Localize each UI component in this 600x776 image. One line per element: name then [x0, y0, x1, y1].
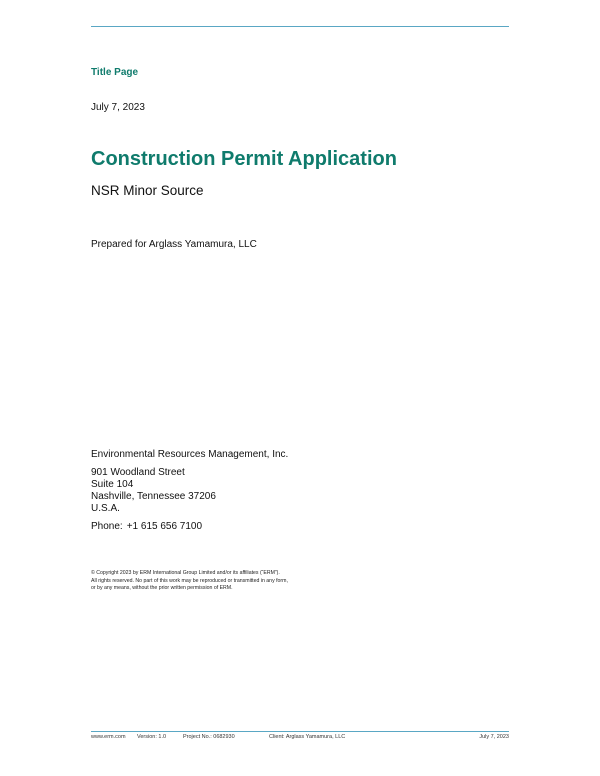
address-line: U.S.A. [91, 503, 120, 514]
footer-date: July 7, 2023 [479, 734, 509, 740]
document-date: July 7, 2023 [91, 102, 145, 113]
phone-number: +1 615 656 7100 [126, 521, 203, 532]
address [91, 467, 288, 515]
copyright-line: or by any means, without the prior written permission of ERM. [91, 585, 233, 591]
header-rule [91, 26, 509, 27]
copyright-notice [91, 570, 288, 593]
phone-label: Phone: [91, 521, 123, 532]
footer-project-number: Project No.: 0682930 [183, 734, 235, 740]
copyright-line: All rights reserved. No part of this work may be reproduced or transmitted in any form, [91, 577, 288, 584]
prepared-for: Prepared for Arglass Yamamura, LLC [91, 239, 257, 250]
organization-name: Environmental Resources Management, Inc. [91, 449, 289, 460]
footer-client: Client: Arglass Yamamura, LLC [269, 734, 346, 740]
phone [91, 521, 288, 533]
address-line: Nashville, Tennessee 37206 [91, 491, 216, 502]
copyright-line: © Copyright 2023 by ERM International Group Limited and/or its affiliates (“ERM”). [91, 570, 280, 576]
document-subtitle: NSR Minor Source [91, 183, 204, 198]
address-line: 901 Woodland Street [91, 467, 185, 478]
organization-block [91, 449, 288, 533]
document-title: Construction Permit Application [91, 148, 397, 170]
address-line: Suite 104 [91, 479, 134, 490]
page-footer [91, 734, 509, 744]
footer-rule [91, 731, 509, 732]
section-label: Title Page [91, 67, 139, 78]
footer-version: Version: 1.0 [137, 734, 167, 740]
footer-website: www.erm.com [91, 734, 126, 740]
